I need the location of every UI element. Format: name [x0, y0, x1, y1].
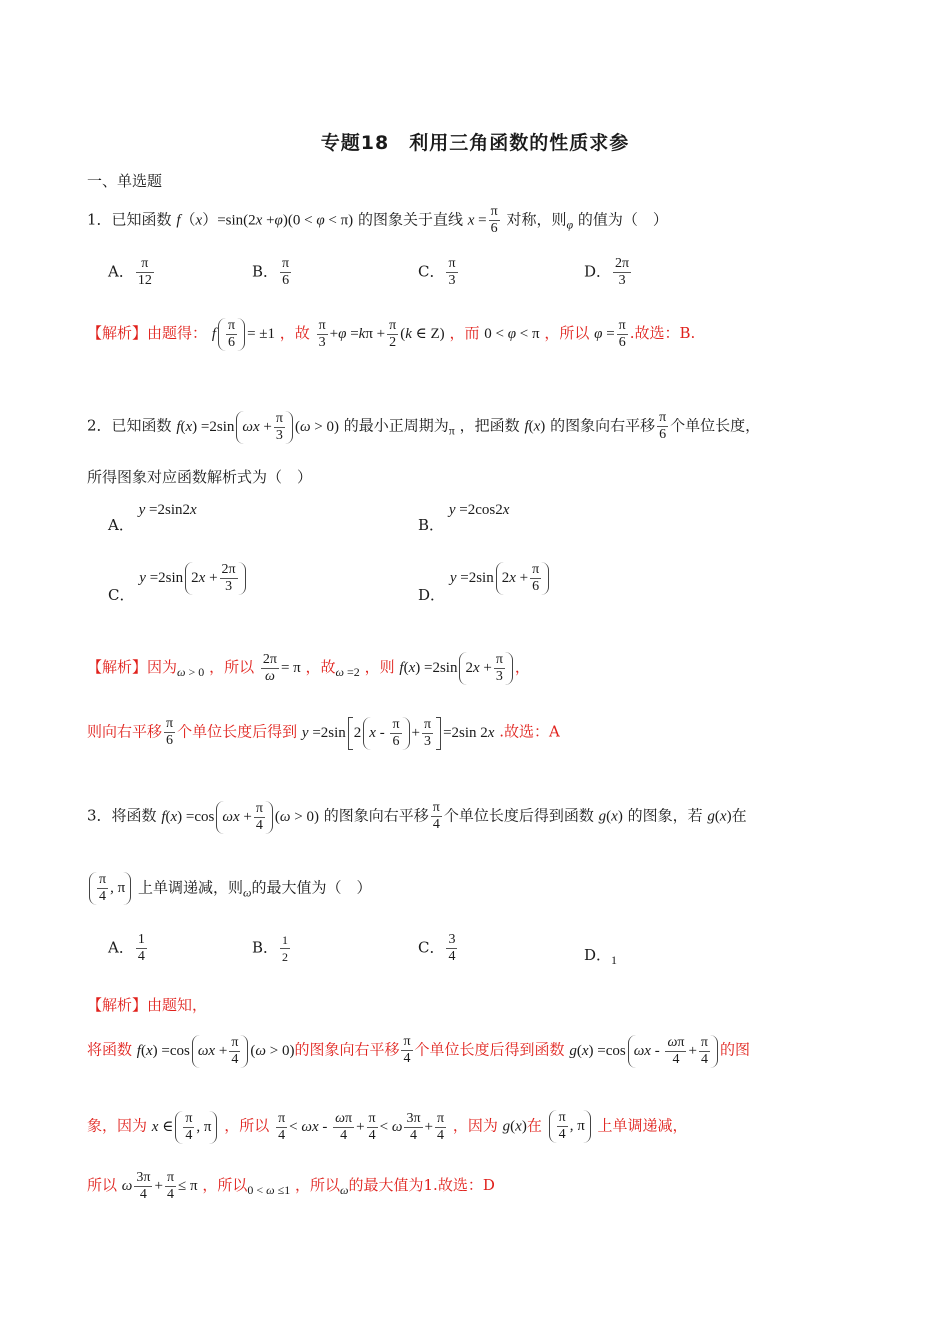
solution-1: 【解析】由题得： f $\frac{\pi}{6}$ = ±1 ，故 $\frac{\pi}{3}$ +φ =kπ + $\frac{\pi}{2}$ (k ∈ Z) ，而 0 < φ < π ，所以 φ = $\frac{\pi}{6}$ .故选：B.: [87, 318, 696, 350]
option-a[interactable]: A． $\frac{1}{4}$: [108, 932, 145, 964]
option-d[interactable]: D．$_1$: [584, 946, 618, 967]
question-3: 3．将函数 f(x) =cos ωx + $\frac{\pi}{4}$ (ω > 0) 的图象向右平移 $\frac{\pi}{4}$ 个单位长度后得到函数 g(x) 的图象，若 g(x)在: [87, 800, 747, 833]
option-b[interactable]: B． $\frac{\pi}{6}$: [252, 256, 290, 288]
option-a[interactable]: A． $\frac{\pi}{12}$: [108, 256, 152, 288]
question-3-line-2: $\frac{\pi}{4}$ , π 上单调递减，则$_\omega$的最大值为（ ）: [87, 872, 371, 905]
page-title: 专题18 利用三角函数的性质求参: [320, 132, 630, 154]
solution-2: 【解析】因为$_{\omega > 0}$ ，所以 $\frac{2\pi}{\omega}$ = π ，故$_{\omega =2}$ ，则 f(x) =2sin 2x + $\frac{\pi}{3}$ ，: [87, 652, 530, 684]
option-c[interactable]: C． y =2sin 2x + $\frac{2\pi}{3}$: [108, 562, 248, 595]
section-heading: 一、单选题: [87, 172, 163, 190]
question-1: 1．已知函数 f（x）=sin(2x +φ)(0 < φ < π) 的图象关于直线 x = $\frac{\pi}{6}$ 对称，则$_\varphi$ 的值为（ ）: [87, 204, 668, 236]
option-b[interactable]: B． y =2cos2x: [418, 502, 510, 534]
question-2: 2．已知函数 f(x) =2sin ωx + $\frac{\pi}{3}$ (ω > 0) 的最小正周期为$_\pi$ ，把函数 f(x) 的图象向右平移 $\frac{\pi}{6}$ 个单位长度，: [87, 410, 761, 443]
fraction: $\frac{\pi}{6}$: [490, 204, 498, 236]
solution-2-line-2: 则向右平移 $\frac{\pi}{6}$ 个单位长度后得到 y =2sin 2 x - $\frac{\pi}{6}$ + $\frac{\pi}{3}$ =2sin 2x .故选：A: [87, 716, 560, 749]
solution-3-line-3: 象，因为 x ∈ $\frac{\pi}{4}$ , π ，所以 $\frac{\pi}{4}$ < ωx - $\frac{\omega\pi}{4}$ + $\frac{\pi}{4}$ < ω $\frac{3\pi}{4}$ + $\frac{\pi}{4}$ ，因为 g(x)在 $\frac{\pi}{4}$ , π 上单调递减，: [87, 1110, 688, 1143]
option-d[interactable]: D． $\frac{2\pi}{3}$: [584, 256, 630, 288]
solution-3-line-2: 将函数 f(x) =cos ωx + $\frac{\pi}{4}$ (ω > 0)的图象向右平移 $\frac{\pi}{4}$ 个单位长度后得到函数 g(x) =cos ωx - $\frac{\omega\pi}{4}$ + $\frac{\pi}{4}$ 的图: [87, 1034, 750, 1067]
option-b[interactable]: B． $\frac{1}{2}$: [252, 933, 289, 964]
option-c[interactable]: C． $\frac{\pi}{3}$: [418, 256, 456, 288]
question-2-line-2: 所得图象对应函数解析式为（ ）: [87, 468, 313, 486]
option-d[interactable]: D． y =2sin 2x + $\frac{\pi}{6}$: [418, 562, 551, 595]
solution-3: 【解析】由题知，: [87, 996, 208, 1014]
formula: f: [176, 212, 181, 229]
option-a[interactable]: A． y =2sin2x: [108, 502, 197, 534]
solution-3-line-4: 所以 ω $\frac{3\pi}{4}$ + $\frac{\pi}{4}$ ≤ π ，所以$_{0 < \omega \le 1}$ ，所以$_\omega$的最大值为1.故选：D: [87, 1170, 495, 1202]
option-c[interactable]: C． $\frac{3}{4}$: [418, 932, 456, 964]
